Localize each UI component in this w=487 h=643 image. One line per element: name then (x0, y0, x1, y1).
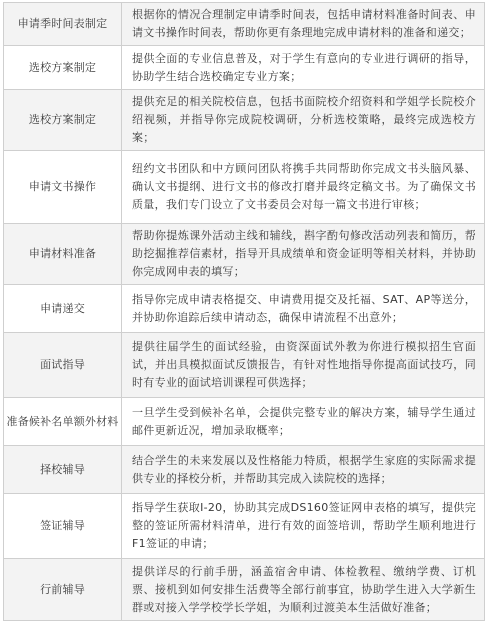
service-description: 指导学生获取I-20，协助其完成DS160签证网申表格的填写，提供完整的签证所需材料清单，进行有效的面签培训，帮助学生顺利地进行F1签证的申请； (122, 494, 485, 559)
service-item: 申请文书操作 (4, 151, 122, 224)
service-description: 指导你完成申请表格提交、申请费用提交及托福、SAT、AP等送分，并协助你追踪后续申请动态，确保申请流程不出意外； (122, 285, 485, 333)
service-description: 提供充足的相关院校信息，包括书面院校介绍资料和学姐学长院校介绍视频，并指导你完成院校调研，分析选校策略，最终完成选校方案； (122, 90, 485, 151)
service-item: 面试指导 (4, 333, 122, 398)
table-row (4, 90, 485, 151)
table-row (4, 559, 485, 621)
table-row (4, 446, 485, 494)
service-item: 准备候补名单额外材料 (4, 398, 122, 446)
table-row (4, 151, 485, 224)
service-description: 提供往届学生的面试经验，由资深面试外教为你进行模拟招生官面试，并出具模拟面试反馈报告，有针对性地指导你提高面试技巧，同时有专业的面试培训课程可供选择； (122, 333, 485, 398)
service-description: 结合学生的未来发展以及性格能力特质，根据学生家庭的实际需求提供专业的择校分析，并帮助其完成入读院校的选择； (122, 446, 485, 494)
table-row (4, 46, 485, 90)
service-item: 行前辅导 (4, 559, 122, 621)
table-row (4, 333, 485, 398)
service-item: 签证辅导 (4, 494, 122, 559)
table-row (4, 285, 485, 333)
service-description: 提供详尽的行前手册，涵盖宿舍申请、体检教程、缴纳学费、订机票、接机到如何安排生活费等全部行前事宜，协助学生进入大学新生群或对接入学学校学长学姐，为顺利过渡美本生活做好准备； (122, 559, 485, 621)
service-item: 申请材料准备 (4, 224, 122, 285)
service-item: 申请季时间表制定 (4, 3, 122, 46)
service-description: 一旦学生受到候补名单，会提供完整专业的解决方案，辅导学生通过邮件更新近况，增加录取概率； (122, 398, 485, 446)
table-row (4, 224, 485, 285)
service-item: 选校方案制定 (4, 90, 122, 151)
service-item: 申请递交 (4, 285, 122, 333)
service-description: 纽约文书团队和中方顾问团队将携手共同帮助你完成文书头脑风暴、确认文书提纲、进行文书的修改打磨并最终定稿文书。为了确保文书质量，我们专门设立了文书委员会对每一篇文书进行审核； (122, 151, 485, 224)
table-row (4, 494, 485, 559)
service-description: 帮助你提炼课外活动主线和辅线，斟字酌句修改活动列表和简历，帮助挖掘推荐信素材，指导开具成绩单和资金证明等相关材料，并协助你完成网申表的填写； (122, 224, 485, 285)
service-description: 提供全面的专业信息普及，对于学生有意向的专业进行调研的指导，协助学生结合选校确定专业方案； (122, 46, 485, 90)
table-row (4, 3, 485, 46)
service-item: 选校方案制定 (4, 46, 122, 90)
table-row (4, 398, 485, 446)
service-item: 择校辅导 (4, 446, 122, 494)
service-description: 根据你的情况合理制定申请季时间表，包括申请材料准备时间表、申请文书操作时间表，帮助你更有条理地完成申请材料的准备和递交； (122, 3, 485, 46)
service-table (3, 2, 485, 621)
